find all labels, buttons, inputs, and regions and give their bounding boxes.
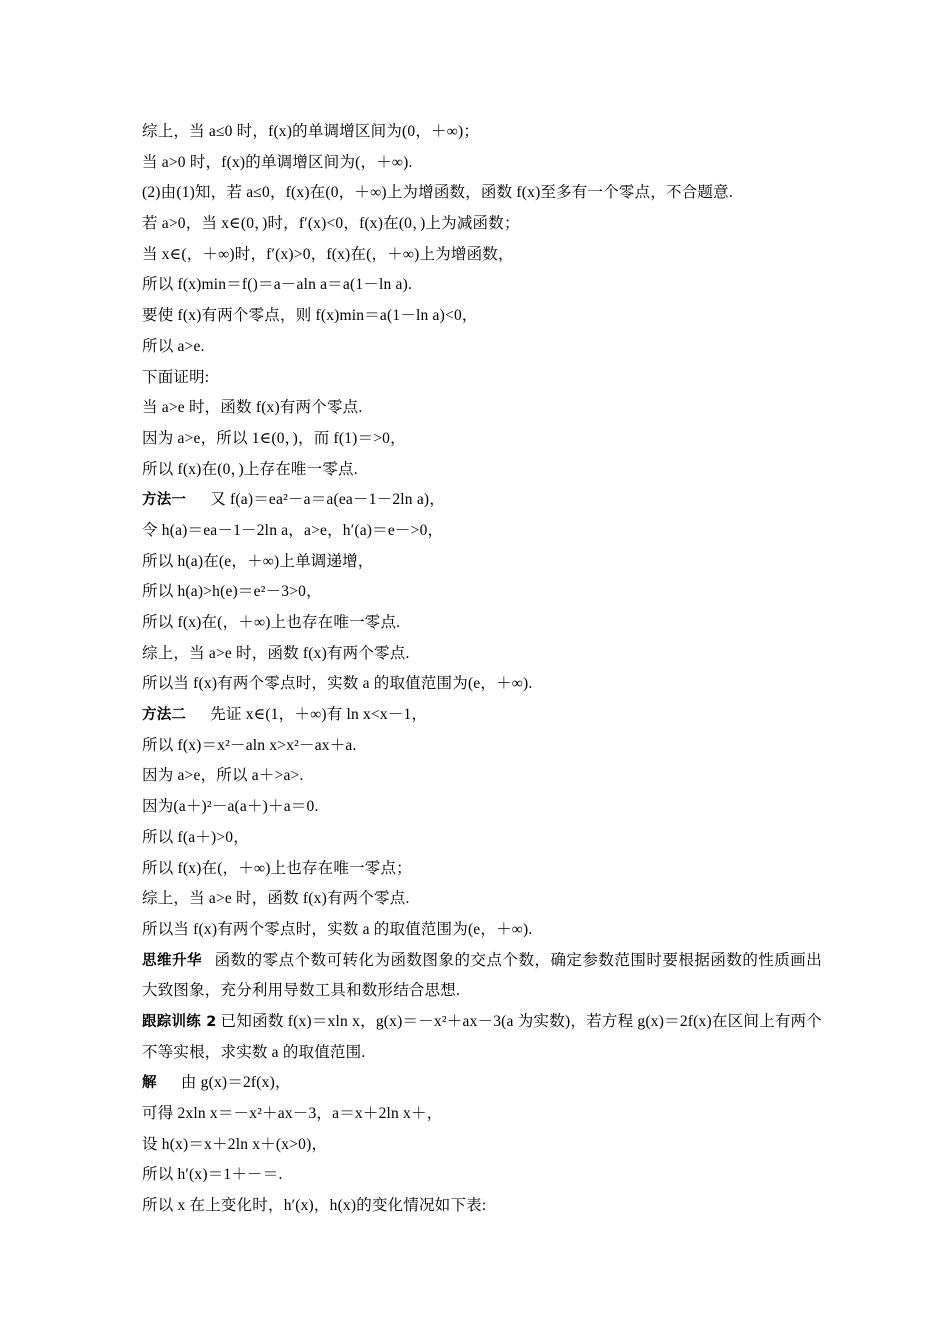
summary-paragraph <box>142 946 822 1007</box>
document-page <box>142 117 822 1222</box>
text-line: 若 a>0，当 x∈(0，)时，f′(x)<0，f(x)在(0，)上为减函数； <box>142 215 520 233</box>
text-line: 所以当 f(x)有两个零点时，实数 a 的取值范围为(e，＋∞). <box>142 920 533 938</box>
text-line: 综上，当 a>e 时，函数 f(x)有两个零点. <box>142 890 410 908</box>
text-line: 所以 f(x)＝x²－aln x>x²－ax＋a. <box>142 736 357 754</box>
summary-label: 思维升华 <box>142 952 202 969</box>
text-line: 所以当 f(x)有两个零点时，实数 a 的取值范围为(e，＋∞). <box>142 675 533 693</box>
exercise-text: 已知函数 f(x)＝xln x，g(x)＝－x²＋ax－3(a 为实数)，若方程 g(x)＝2f(x)在区间上有两个不等实根，求实数 a 的取值范围. <box>142 1012 822 1061</box>
text-line: 所以 h′(x)＝1＋－＝. <box>142 1166 283 1184</box>
method-two-heading-line <box>142 700 822 731</box>
solution-heading-line <box>142 1068 822 1099</box>
method-two-label: 方法二 <box>142 707 187 724</box>
text-line: 所以 x 在上变化时，h′(x)，h(x)的变化情况如下表: <box>142 1197 487 1215</box>
text-line: 当 a>e 时，函数 f(x)有两个零点. <box>142 399 363 417</box>
text-line: 所以 h(a)在(e，＋∞)上单调递增， <box>142 552 374 570</box>
method-one-heading-line <box>142 485 822 516</box>
text-line: 令 h(a)＝ea－1－2ln a，a>e，h′(a)＝e－>0， <box>142 521 444 539</box>
summary-text: 函数的零点个数可转化为函数图象的交点个数，确定参数范围时要根据函数的性质画出大致图象，充分利用导数工具和数形结合思想. <box>142 951 822 1000</box>
solution-label: 解 <box>142 1075 157 1092</box>
text-line: 所以 f(a＋)>0， <box>142 828 249 846</box>
method-two-first: 先证 x∈(1，＋∞)有 ln x<x－1， <box>210 706 428 724</box>
text-line: 因为 a>e，所以 a＋>a>. <box>142 767 304 785</box>
text-line: 因为(a＋)²－a(a＋)＋a＝0. <box>142 798 319 816</box>
text-line: 设 h(x)＝x＋2ln x＋(x>0)， <box>142 1135 328 1153</box>
text-line: 所以 f(x)在(，＋∞)上也存在唯一零点. <box>142 614 401 631</box>
text-line: 可得 2xln x＝－x²＋ax－3，a＝x＋2ln x＋， <box>142 1105 443 1123</box>
text-line: 所以 f(x)在(，＋∞)上也存在唯一零点； <box>142 859 412 877</box>
text-line: 因为 a>e，所以 1∈(0，)，而 f(1)＝>0， <box>142 429 406 447</box>
text-line: 所以 a>e. <box>142 337 205 355</box>
text-line: (2)由(1)知，若 a≤0，f(x)在(0，＋∞)上为增函数，函数 f(x)至多有一个零点，不合题意. <box>142 184 733 202</box>
method-one-first: 又 f(a)＝ea²－a＝a(ea－1－2ln a)， <box>210 491 445 509</box>
text-line: 综上，当 a>e 时，函数 f(x)有两个零点. <box>142 644 410 662</box>
method-one-label: 方法一 <box>142 492 187 509</box>
exercise-paragraph <box>142 1007 822 1068</box>
text-line: 所以 f(x)min＝f()＝a－aln a＝a(1－ln a). <box>142 276 413 294</box>
text-line: 综上，当 a≤0 时，f(x)的单调增区间为(0，＋∞)； <box>142 123 480 140</box>
text-line: 当 a>0 时，f(x)的单调增区间为(，＋∞). <box>142 153 413 171</box>
text-line: 所以 h(a)>h(e)＝e²－3>0， <box>142 583 322 601</box>
text-line: 所以 f(x)在(0，)上存在唯一零点. <box>142 460 358 478</box>
text-line: 当 x∈(，＋∞)时，f′(x)>0，f(x)在(，＋∞)上为增函数， <box>142 245 514 263</box>
text-line: 下面证明: <box>142 368 210 386</box>
exercise-label: 跟踪训练 2 <box>142 1013 217 1030</box>
solution-first: 由 g(x)＝2f(x)， <box>180 1074 291 1092</box>
text-line: 要使 f(x)有两个零点，则 f(x)min＝a(1－ln a)<0， <box>142 307 478 325</box>
